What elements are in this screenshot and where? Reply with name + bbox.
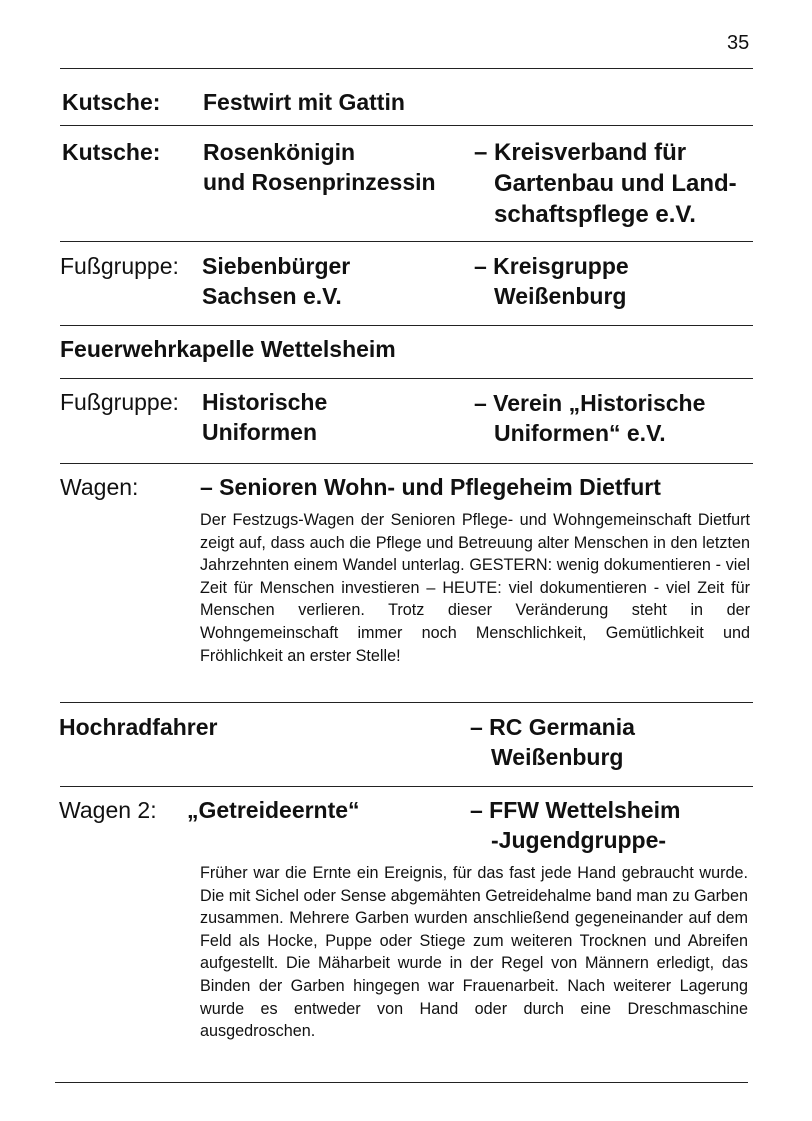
- entry-org-line: Gartenbau und Land-: [494, 170, 737, 197]
- entry-title: – Senioren Wohn- und Pflegeheim Dietfurt: [200, 474, 661, 500]
- entry-name-line: und Rosenprinzessin: [203, 169, 436, 195]
- entry-org-line: -Jugendgruppe-: [491, 827, 667, 853]
- entry-name-line: Siebenbürger: [202, 253, 351, 279]
- entry-name: Festwirt mit Gattin: [203, 89, 405, 115]
- divider: [60, 463, 753, 464]
- divider: [60, 325, 753, 326]
- entry-description: Früher war die Ernte ein Ereignis, für das fast jede Hand gebraucht wurde. Die mit Sichel oder Sense abgemähten Getreidehalme band man zu Garben zusammen. Mehrere Garben wurden anschließend gegeneinander auf dem Feld als Hocke, Puppe oder Stiege zum weiteren Trocknen und Abreifen aufgestellt. Die Mäharbeit wurde in der Regel von Männern erledigt, das Binden der Garben hingegen war Frauenarbeit. Nach weiterer Lagerung wurde es entweder von Hand oder durch eine Dreschmaschine ausgedroschen.: [200, 864, 748, 1041]
- entry-org-line: Weißenburg: [494, 283, 627, 309]
- entry-org-line: Weißenburg: [491, 744, 624, 770]
- divider: [55, 1082, 748, 1083]
- entry-description: Der Festzugs-Wagen der Senioren Pflege- und Wohngemeinschaft Dietfurt zeigt auf, dass auch die Pflege und Betreuung alter Menschen in den letzten Jahrzehnten einem Wandel unterlag. GESTERN: wenig dokumentieren - viel Zeit für Menschen investieren – HEUTE: viel dokumentieren - viel Zeit für Menschen verlieren. Trotz dieser Veränderung steht in der Wohngemeinschaft immer noch Menschlichkeit, Gemütlichkeit und Fröhlichkeit an erster Stelle!: [200, 511, 750, 665]
- divider: [60, 125, 753, 126]
- entry-role: Kutsche:: [62, 139, 161, 165]
- entry-org-line: – Verein „Historische: [474, 390, 706, 416]
- entry-name-line: Sachsen e.V.: [202, 283, 342, 309]
- entry-name: „Getreideernte“: [187, 797, 360, 823]
- entry-role: Wagen 2:: [59, 797, 157, 823]
- section-heading: Feuerwehrkapelle Wettelsheim: [60, 336, 396, 362]
- page-number: 35: [727, 32, 750, 54]
- divider: [60, 378, 753, 379]
- divider: [60, 702, 753, 703]
- entry-org-line: – Kreisverband für: [474, 139, 687, 166]
- entry-org-line: – Kreisgruppe: [474, 253, 629, 279]
- entry-org-line: schaftspflege e.V.: [494, 201, 696, 228]
- divider: [60, 68, 753, 69]
- entry-org-line: – FFW Wettelsheim: [470, 797, 681, 823]
- section-heading: Hochradfahrer: [59, 714, 218, 740]
- entry-role: Kutsche:: [62, 89, 161, 115]
- entry-name-line: Rosenkönigin: [203, 139, 356, 165]
- entry-role: Fußgruppe:: [60, 389, 179, 415]
- entry-org-line: Uniformen“ e.V.: [494, 420, 666, 446]
- entry-role: Wagen:: [60, 474, 139, 500]
- divider: [60, 786, 753, 787]
- entry-name-line: Uniformen: [202, 419, 317, 445]
- entry-org-line: – RC Germania: [470, 714, 635, 740]
- entry-role: Fußgruppe:: [60, 253, 179, 279]
- divider: [60, 241, 753, 242]
- entry-name-line: Historische: [202, 389, 328, 415]
